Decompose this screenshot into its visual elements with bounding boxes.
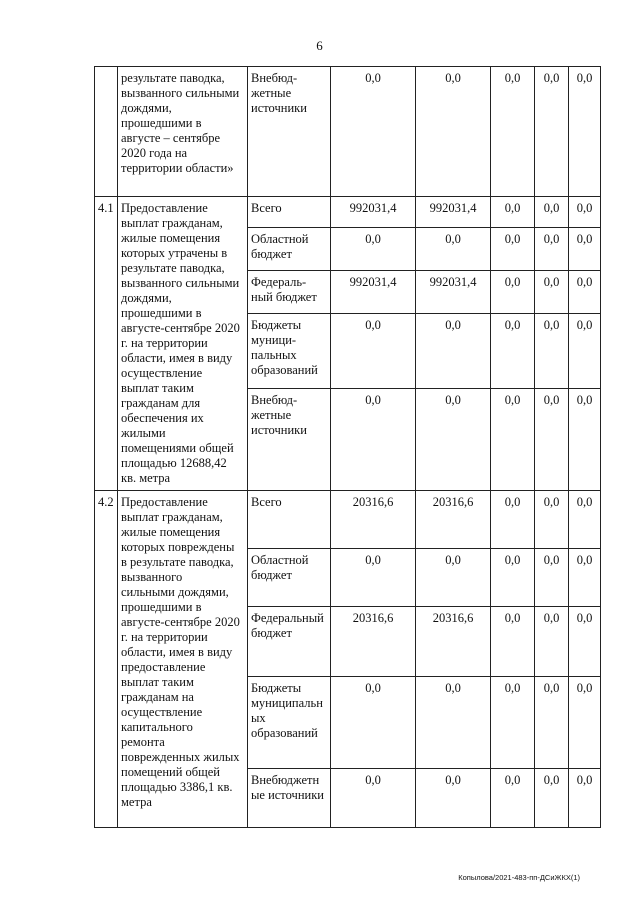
funding-source-cell bbox=[248, 271, 331, 314]
description-line: результате паводка, bbox=[121, 261, 225, 275]
funding-source-line: образований bbox=[251, 726, 318, 740]
table-row bbox=[95, 67, 601, 197]
amount-cell-v1: 0,0 bbox=[331, 549, 416, 607]
description-line: вызванного сильными bbox=[121, 276, 240, 290]
amount-cell-v5: 0,0 bbox=[569, 607, 601, 677]
amount-cell-v3: 0,0 bbox=[491, 607, 535, 677]
amount-cell-v1: 992031,4 bbox=[331, 271, 416, 314]
funding-source-line: Внебюд- bbox=[251, 392, 298, 407]
measure-description-cell bbox=[118, 197, 248, 491]
amount-cell-v3: 0,0 bbox=[491, 549, 535, 607]
amount-cell-v2: 0,0 bbox=[416, 677, 491, 769]
description-line: г. на территории bbox=[121, 630, 208, 644]
amount-cell-v5: 0,0 bbox=[569, 769, 601, 828]
funding-source-line: Федеральный bbox=[251, 611, 324, 625]
funding-source-line: бюджет bbox=[251, 568, 292, 582]
amount-cell-v2: 0,0 bbox=[416, 67, 491, 197]
amount-cell-v5: 0,0 bbox=[569, 197, 601, 228]
item-number-cell: 4.2 bbox=[95, 491, 118, 828]
amount-cell-v3: 0,0 bbox=[491, 769, 535, 828]
amount-cell-v3: 0,0 bbox=[491, 388, 535, 490]
description-line: обеспечения их bbox=[121, 411, 204, 425]
funding-source-line: Федераль- bbox=[251, 275, 307, 289]
funding-source-cell bbox=[248, 228, 331, 271]
amount-cell-v3: 0,0 bbox=[491, 67, 535, 197]
description-line: Предоставление bbox=[121, 201, 208, 215]
description-line: области, имея в виду bbox=[121, 351, 233, 365]
amount-cell-v2: 0,0 bbox=[416, 388, 491, 490]
description-line: выплат таким bbox=[121, 675, 194, 689]
description-line: поврежденных жилых bbox=[121, 750, 240, 764]
amount-cell-v3: 0,0 bbox=[491, 271, 535, 314]
amount-cell-v4: 0,0 bbox=[535, 677, 569, 769]
description-line: площадью 3386,1 кв. bbox=[121, 780, 233, 794]
funding-source-line: муниципальн bbox=[251, 696, 323, 710]
description-line: гражданам на bbox=[121, 690, 194, 704]
funding-source-line: источники bbox=[251, 422, 307, 437]
funding-source-line: жетные bbox=[251, 86, 292, 100]
funding-source-line: Областной bbox=[251, 232, 309, 247]
description-line: результате паводка, bbox=[121, 71, 225, 85]
description-line: вызванного сильными bbox=[121, 86, 240, 100]
amount-cell-v4: 0,0 bbox=[535, 197, 569, 228]
measure-description-cell bbox=[118, 67, 248, 197]
description-line: жилые помещения bbox=[121, 231, 221, 245]
description-line: выплат гражданам, bbox=[121, 510, 223, 524]
measure-description-cell bbox=[118, 491, 248, 828]
amount-cell-v4: 0,0 bbox=[535, 607, 569, 677]
description-line: предоставление bbox=[121, 660, 206, 674]
amount-cell-v1: 20316,6 bbox=[331, 491, 416, 549]
funding-source-line: Внебюд- bbox=[251, 71, 298, 85]
amount-cell-v5: 0,0 bbox=[569, 67, 601, 197]
amount-cell-v5: 0,0 bbox=[569, 388, 601, 490]
funding-source-line: ые источники bbox=[251, 788, 324, 802]
description-line: Предоставление bbox=[121, 495, 208, 509]
amount-cell-v2: 0,0 bbox=[416, 313, 491, 388]
description-line: августе-сентябре 2020 bbox=[121, 321, 240, 335]
page-number: 6 bbox=[316, 38, 323, 53]
description-line: жилыми bbox=[121, 426, 166, 440]
funding-source-cell bbox=[248, 769, 331, 828]
description-line: осуществление bbox=[121, 705, 203, 719]
amount-cell-v2: 992031,4 bbox=[416, 197, 491, 228]
amount-cell-v1: 0,0 bbox=[331, 677, 416, 769]
description-line: в результате паводка, bbox=[121, 555, 234, 569]
amount-cell-v3: 0,0 bbox=[491, 677, 535, 769]
amount-cell-v2: 0,0 bbox=[416, 769, 491, 828]
description-line: которых повреждены bbox=[121, 540, 235, 554]
description-line: дождями, bbox=[121, 291, 172, 305]
amount-cell-v3: 0,0 bbox=[491, 228, 535, 271]
description-line: выплат гражданам, bbox=[121, 216, 223, 230]
table-row bbox=[95, 491, 601, 549]
description-line: жилые помещения bbox=[121, 525, 221, 539]
description-line: прошедшими в bbox=[121, 600, 202, 614]
amount-cell-v2: 0,0 bbox=[416, 228, 491, 271]
amount-cell-v1: 0,0 bbox=[331, 388, 416, 490]
amount-cell-v5: 0,0 bbox=[569, 271, 601, 314]
footer-doc-code: Копылова/2021-483-пп-ДСиЖКХ(1) bbox=[458, 873, 580, 882]
description-line: территории области» bbox=[121, 161, 234, 175]
funding-source-line: бюджет bbox=[251, 247, 292, 262]
table-body bbox=[95, 67, 601, 828]
funding-source-line: образований bbox=[251, 362, 318, 377]
amount-cell-v2: 20316,6 bbox=[416, 491, 491, 549]
description-line: ремонта bbox=[121, 735, 165, 749]
funding-source-line: ный бюджет bbox=[251, 290, 317, 304]
description-line: августе-сентябре 2020 bbox=[121, 615, 240, 629]
funding-source-line: ых bbox=[251, 711, 266, 725]
amount-cell-v4: 0,0 bbox=[535, 491, 569, 549]
description-line: гражданам для bbox=[121, 396, 201, 410]
amount-cell-v5: 0,0 bbox=[569, 313, 601, 388]
description-line: которых утрачены в bbox=[121, 246, 228, 260]
funding-source-cell bbox=[248, 607, 331, 677]
description-line: метра bbox=[121, 795, 152, 809]
funding-source-line: Областной bbox=[251, 553, 309, 567]
funding-source-cell bbox=[248, 549, 331, 607]
amount-cell-v1: 0,0 bbox=[331, 67, 416, 197]
funding-source-line: Бюджеты bbox=[251, 317, 302, 332]
table-row bbox=[95, 197, 601, 228]
funding-source-cell bbox=[248, 197, 331, 228]
amount-cell-v1: 20316,6 bbox=[331, 607, 416, 677]
funding-source-cell bbox=[248, 491, 331, 549]
description-line: дождями, bbox=[121, 101, 172, 115]
description-line: помещений общей bbox=[121, 765, 220, 779]
funding-source-line: бюджет bbox=[251, 626, 292, 640]
funding-source-line: Бюджеты bbox=[251, 681, 302, 695]
funding-source-line: источники bbox=[251, 101, 307, 115]
funding-source-cell bbox=[248, 388, 331, 490]
description-line: августе – сентябре bbox=[121, 131, 221, 145]
funding-source-cell bbox=[248, 677, 331, 769]
amount-cell-v5: 0,0 bbox=[569, 228, 601, 271]
funding-source-line: Всего bbox=[251, 495, 282, 509]
amount-cell-v2: 992031,4 bbox=[416, 271, 491, 314]
funding-source-line: муници- bbox=[251, 332, 297, 347]
amount-cell-v5: 0,0 bbox=[569, 677, 601, 769]
description-line: кв. метра bbox=[121, 471, 171, 485]
description-line: выплат таким bbox=[121, 381, 194, 395]
description-line: области, имея в виду bbox=[121, 645, 233, 659]
description-line: 2020 года на bbox=[121, 146, 188, 160]
amount-cell-v1: 0,0 bbox=[331, 228, 416, 271]
budget-table bbox=[94, 66, 601, 828]
amount-cell-v4: 0,0 bbox=[535, 271, 569, 314]
funding-source-line: Всего bbox=[251, 201, 282, 215]
amount-cell-v1: 0,0 bbox=[331, 313, 416, 388]
item-number-cell: 4.1 bbox=[95, 197, 118, 491]
description-line: г. на территории bbox=[121, 336, 208, 350]
description-line: помещениями общей bbox=[121, 441, 234, 455]
amount-cell-v4: 0,0 bbox=[535, 769, 569, 828]
amount-cell-v4: 0,0 bbox=[535, 67, 569, 197]
amount-cell-v4: 0,0 bbox=[535, 388, 569, 490]
amount-cell-v1: 0,0 bbox=[331, 769, 416, 828]
amount-cell-v2: 20316,6 bbox=[416, 607, 491, 677]
description-line: прошедшими в bbox=[121, 116, 202, 130]
amount-cell-v3: 0,0 bbox=[491, 197, 535, 228]
funding-source-cell bbox=[248, 313, 331, 388]
description-line: вызванного bbox=[121, 570, 183, 584]
amount-cell-v4: 0,0 bbox=[535, 228, 569, 271]
amount-cell-v5: 0,0 bbox=[569, 491, 601, 549]
description-line: площадью 12688,42 bbox=[121, 456, 227, 470]
amount-cell-v1: 992031,4 bbox=[331, 197, 416, 228]
amount-cell-v2: 0,0 bbox=[416, 549, 491, 607]
funding-source-line: жетные bbox=[251, 407, 292, 422]
amount-cell-v3: 0,0 bbox=[491, 491, 535, 549]
funding-source-cell bbox=[248, 67, 331, 197]
amount-cell-v5: 0,0 bbox=[569, 549, 601, 607]
amount-cell-v4: 0,0 bbox=[535, 549, 569, 607]
funding-source-line: пальных bbox=[251, 347, 297, 362]
description-line: прошедшими в bbox=[121, 306, 202, 320]
description-line: капитального bbox=[121, 720, 193, 734]
item-number-cell bbox=[95, 67, 118, 197]
description-line: сильными дождями, bbox=[121, 585, 229, 599]
description-line: осуществление bbox=[121, 366, 203, 380]
amount-cell-v4: 0,0 bbox=[535, 313, 569, 388]
funding-source-line: Внебюджетн bbox=[251, 773, 320, 787]
amount-cell-v3: 0,0 bbox=[491, 313, 535, 388]
